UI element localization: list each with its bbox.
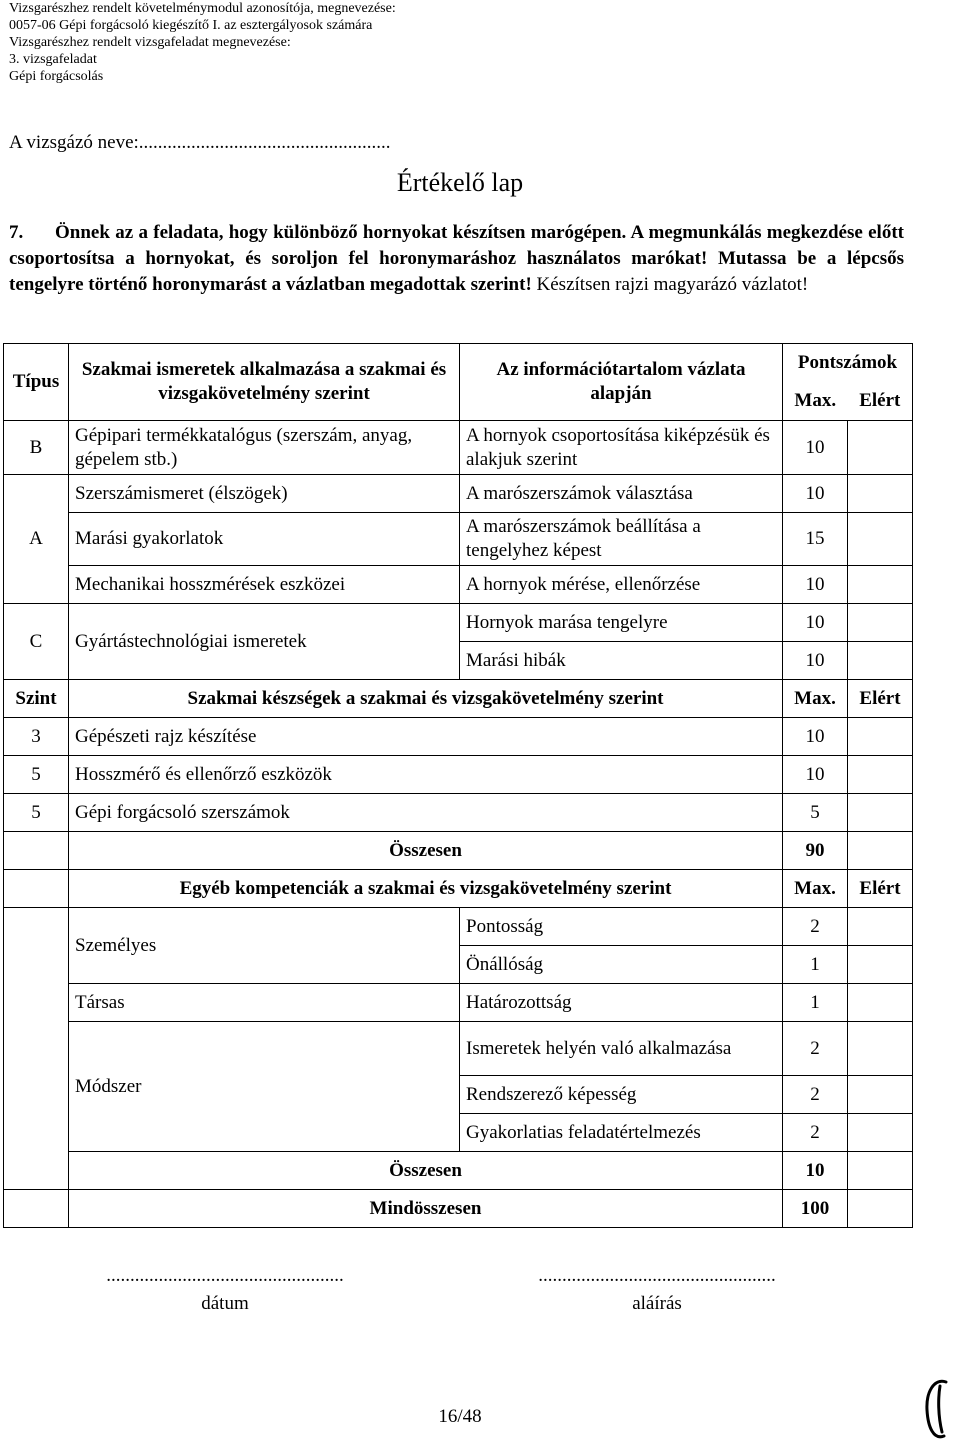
date-dots[interactable]: .................................................. (106, 1265, 344, 1286)
page-number: 16/48 (438, 1406, 482, 1427)
task-description (9, 220, 904, 298)
table-row (4, 718, 913, 756)
achieved-cell[interactable] (848, 1114, 913, 1152)
max-cell: 2 (783, 1076, 848, 1114)
type-cell: C (4, 604, 69, 680)
achieved-cell[interactable] (848, 832, 913, 870)
info-cell: Hornyok marása tengelyre (460, 604, 783, 642)
subtotal-value: 90 (783, 832, 848, 870)
knowledge-cell: Gyártástechnológiai ismeretek (69, 604, 460, 680)
info-cell: A hornyok csoportosítása kiképzésük és alakjuk szerint (460, 421, 783, 475)
skill-name-cell: Gépi forgácsoló szerszámok (69, 794, 783, 832)
grand-total-row (4, 1190, 913, 1228)
achieved-label: Elért (848, 870, 913, 908)
empty-cell (4, 1190, 69, 1228)
max-label: Max. (783, 870, 848, 908)
achieved-cell[interactable] (848, 475, 913, 513)
grand-total-label: Mindösszesen (69, 1190, 783, 1228)
subtotal-label: Összesen (69, 1152, 783, 1190)
skills-header: Szakmai készségek a szakmai és vizsgakövetelmény szerint (69, 680, 783, 718)
empty-cell (4, 908, 69, 1190)
evaluation-table (3, 343, 913, 1228)
max-cell: 10 (783, 642, 848, 680)
empty-cell (4, 832, 69, 870)
max-cell: 10 (783, 718, 848, 756)
table-row (4, 513, 913, 566)
info-cell: Marási hibák (460, 642, 783, 680)
achieved-cell[interactable] (848, 946, 913, 984)
type-cell: A (4, 475, 69, 604)
table-row (4, 1022, 913, 1076)
competence-header-row (4, 870, 913, 908)
skill-name-cell: Gépészeti rajz készítése (69, 718, 783, 756)
max-label: Max. (794, 390, 837, 411)
info-cell: A marószerszámok beállítása a tengelyhez képest (460, 513, 783, 566)
knowledge-cell: Marási gyakorlatok (69, 513, 460, 566)
subtotal-label: Összesen (69, 832, 783, 870)
info-cell: A hornyok mérése, ellenőrzése (460, 566, 783, 604)
competence-header: Egyéb kompetenciák a szakmai és vizsgakövetelmény szerint (69, 870, 783, 908)
task-normal-text: Készítsen rajzi magyarázó vázlatot! (536, 274, 809, 295)
max-cell: 10 (783, 566, 848, 604)
competence-group-social: Társas (69, 984, 460, 1022)
achieved-cell[interactable] (848, 604, 913, 642)
header-task-label: Vizsgarészhez rendelt vizsgafeladat megnevezése: (9, 35, 291, 50)
skill-name-cell: Hosszmérő és ellenőrző eszközök (69, 756, 783, 794)
header-task-number: 3. vizsgafeladat (9, 52, 97, 67)
achieved-cell[interactable] (848, 513, 913, 566)
max-cell: 10 (783, 475, 848, 513)
achieved-cell[interactable] (848, 756, 913, 794)
competence-item: Gyakorlatias feladatértelmezés (460, 1114, 783, 1152)
achieved-cell[interactable] (848, 642, 913, 680)
max-cell: 5 (783, 794, 848, 832)
header-task-name: Gépi forgácsolás (9, 69, 104, 84)
table-row (4, 794, 913, 832)
max-cell: 2 (783, 908, 848, 946)
grand-total-value: 100 (783, 1190, 848, 1228)
achieved-cell[interactable] (848, 984, 913, 1022)
competence-group-personal: Személyes (69, 908, 460, 984)
subtotal-row (4, 1152, 913, 1190)
table-row (4, 984, 913, 1022)
max-cell: 1 (783, 946, 848, 984)
empty-cell (4, 870, 69, 908)
table-header-row (4, 344, 913, 421)
knowledge-cell: Szerszámismeret (élszögek) (69, 475, 460, 513)
points-label: Pontszámok (797, 352, 898, 373)
achieved-cell[interactable] (848, 1152, 913, 1190)
achieved-cell[interactable] (848, 1190, 913, 1228)
signature-dots[interactable]: .................................................. (538, 1265, 776, 1286)
achieved-cell[interactable] (848, 1076, 913, 1114)
header-module-label: Vizsgarészhez rendelt követelménymodul azonosítója, megnevezése: (9, 1, 396, 16)
table-row (4, 475, 913, 513)
candidate-name-line: A vizsgázó neve:..................................................... (9, 132, 391, 153)
achieved-cell[interactable] (848, 908, 913, 946)
table-row (4, 604, 913, 642)
max-cell: 1 (783, 984, 848, 1022)
level-cell: 5 (4, 756, 69, 794)
max-cell: 10 (783, 756, 848, 794)
date-block (75, 1262, 375, 1318)
level-cell: 5 (4, 794, 69, 832)
page-title: Értékelő lap (396, 168, 524, 197)
competence-item: Rendszerező képesség (460, 1076, 783, 1114)
signature-block (507, 1262, 807, 1318)
achieved-cell[interactable] (848, 1022, 913, 1076)
competence-item: Önállóság (460, 946, 783, 984)
table-row (4, 566, 913, 604)
points-header (783, 344, 913, 421)
max-cell: 10 (783, 421, 848, 475)
task-number: 7. (9, 222, 24, 243)
task-bold-text: Önnek az a feladata, hogy különböző hornyokat készítsen marógépen. A megmunkálás megkezdése előtt csoportosítsa a hornyokat, és soroljon fel horonymaráshoz használatos marókat! Mutassa be a lépcsős tengelyre történő horonymarást a vázlatban megadottak szerint! (9, 222, 904, 295)
type-header: Típus (4, 344, 69, 421)
max-cell: 15 (783, 513, 848, 566)
achieved-label: Elért (848, 680, 913, 718)
table-row (4, 908, 913, 946)
handwritten-initial-icon (920, 1376, 956, 1446)
max-cell: 2 (783, 1114, 848, 1152)
level-cell: 3 (4, 718, 69, 756)
achieved-cell[interactable] (848, 718, 913, 756)
table-row (4, 421, 913, 475)
type-cell: B (4, 421, 69, 475)
competence-item: Határozottság (460, 984, 783, 1022)
table-row (4, 756, 913, 794)
achieved-cell[interactable] (848, 794, 913, 832)
header-module-name: 0057-06 Gépi forgácsoló kiegészítő I. az esztergályosok számára (9, 18, 373, 33)
competence-item: Pontosság (460, 908, 783, 946)
max-label: Max. (783, 680, 848, 718)
competence-item: Ismeretek helyén való alkalmazása (460, 1022, 783, 1076)
subtotal-value: 10 (783, 1152, 848, 1190)
knowledge-cell: Gépipari termékkatalógus (szerszám, anyag, gépelem stb.) (69, 421, 460, 475)
date-label: dátum (201, 1293, 249, 1314)
signature-label: aláírás (632, 1293, 682, 1314)
achieved-cell[interactable] (848, 566, 913, 604)
achieved-cell[interactable] (848, 421, 913, 475)
competence-group-method: Módszer (69, 1022, 460, 1152)
knowledge-header: Szakmai ismeretek alkalmazása a szakmai és vizsgakövetelmény szerint (69, 344, 460, 421)
level-header: Szint (4, 680, 69, 718)
max-cell: 10 (783, 604, 848, 642)
subtotal-row (4, 832, 913, 870)
info-cell: A marószerszámok választása (460, 475, 783, 513)
max-cell: 2 (783, 1022, 848, 1076)
info-header: Az információtartalom vázlata alapján (460, 344, 783, 421)
achieved-label: Elért (859, 390, 901, 411)
skills-header-row (4, 680, 913, 718)
knowledge-cell: Mechanikai hosszmérések eszközei (69, 566, 460, 604)
